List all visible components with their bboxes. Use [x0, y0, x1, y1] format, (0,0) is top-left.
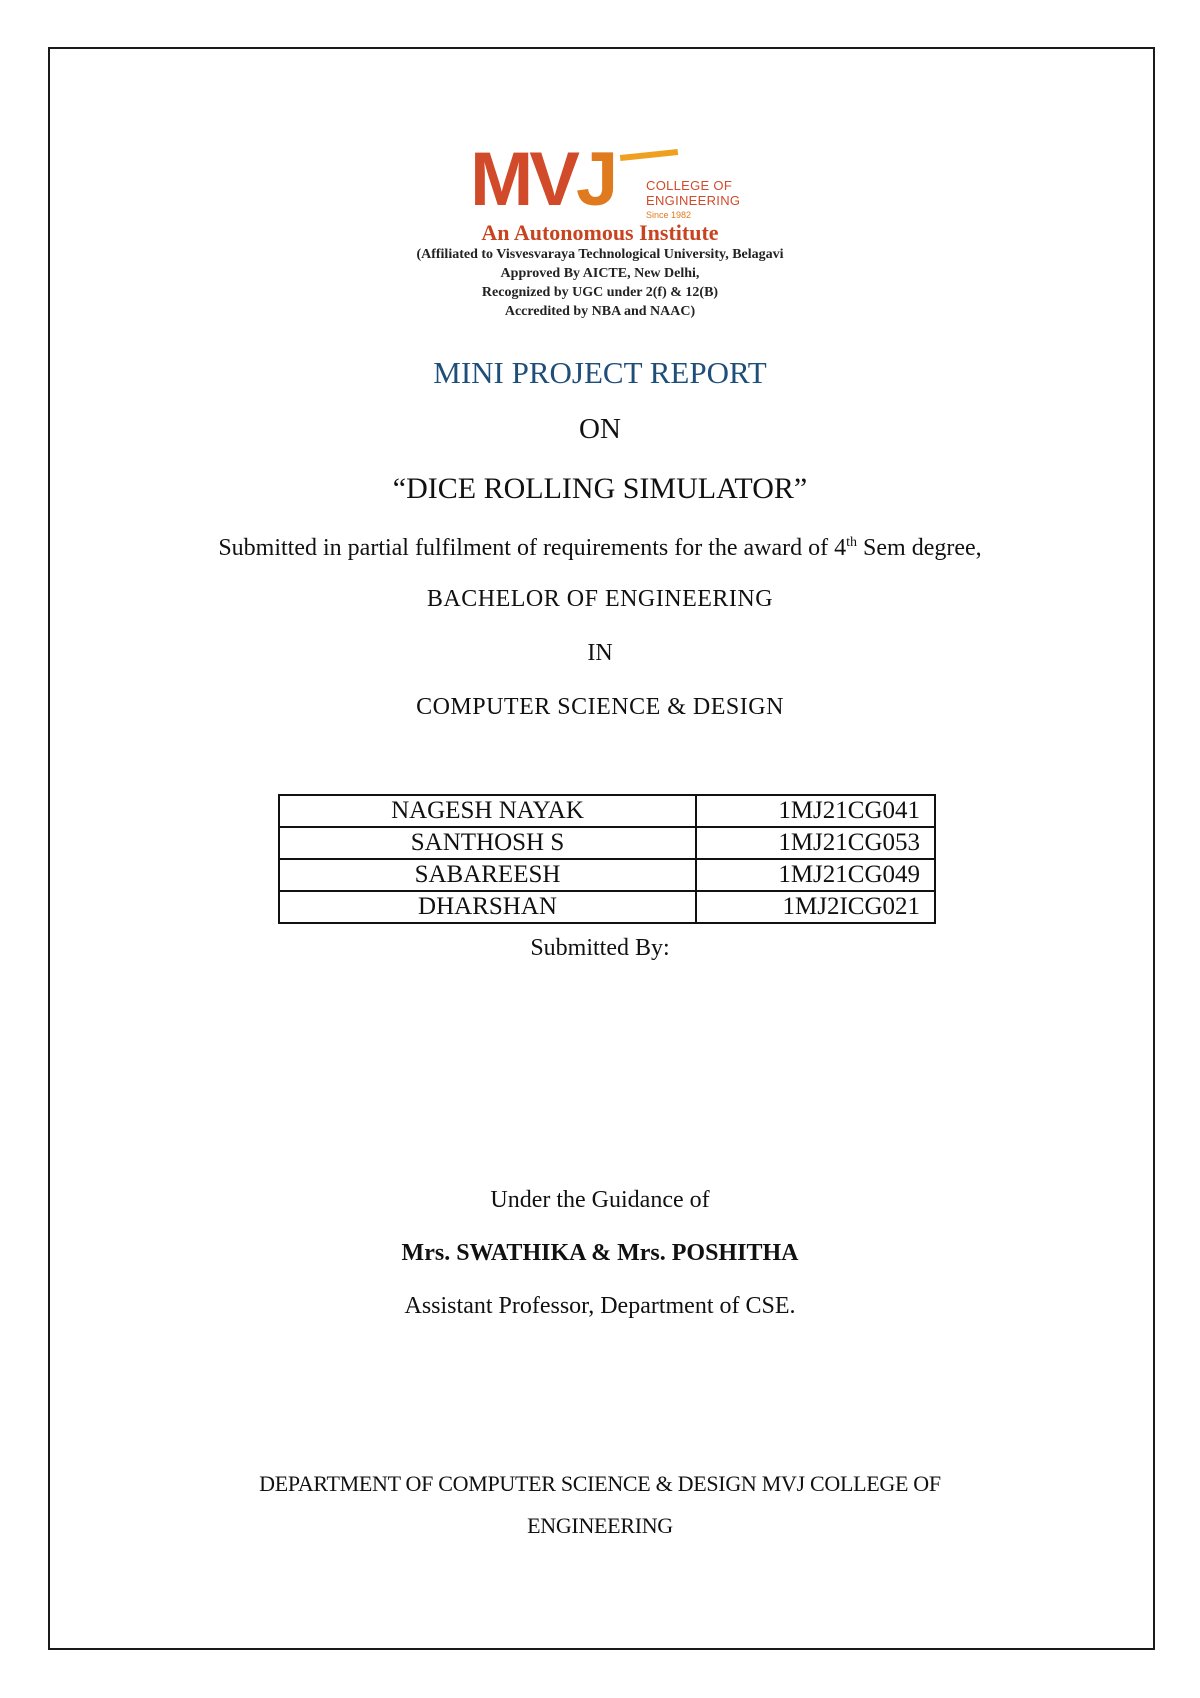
affiliation-line-3: Recognized by UGC under 2(f) & 12(B) — [481, 285, 719, 300]
degree: BACHELOR OF ENGINEERING — [426, 586, 774, 612]
table-row — [279, 827, 935, 859]
student-name: NAGESH NAYAK — [279, 795, 696, 827]
student-usn: 1MJ21CG041 — [696, 795, 935, 827]
report-on: ON — [579, 413, 621, 445]
guide-names: Mrs. SWATHIKA & Mrs. POSHITHA — [401, 1240, 799, 1266]
guide-designation: Assistant Professor, Department of CSE. — [404, 1293, 796, 1319]
guidance-heading: Under the Guidance of — [490, 1187, 710, 1213]
affiliation-line-1: (Affiliated to Visvesvaraya Technological University, Belagavi — [416, 247, 784, 262]
affiliation-line-2: Approved By AICTE, New Delhi, — [500, 266, 700, 281]
submitted-by: Submitted By: — [530, 935, 670, 961]
logo-college-text: COLLEGE OF ENGINEERING — [646, 178, 741, 208]
project-name: “DICE ROLLING SIMULATOR” — [392, 472, 808, 505]
students-table — [278, 794, 936, 924]
logo-since: Since 1982 — [646, 210, 692, 220]
report-title: MINI PROJECT REPORT — [433, 355, 767, 390]
student-usn: 1MJ2ICG021 — [696, 891, 935, 923]
autonomous-tagline: An Autonomous Institute — [481, 220, 719, 245]
logo-mark: MVJ — [470, 137, 615, 222]
submission-statement: Submitted in partial fulfilment of requirements for the award of 4th Sem degree, — [218, 535, 982, 561]
department-footer — [0, 1463, 1200, 1547]
student-usn: 1MJ21CG053 — [696, 827, 935, 859]
table-row — [279, 891, 935, 923]
student-name: SANTHOSH S — [279, 827, 696, 859]
footer-line-2: ENGINEERING — [527, 1513, 673, 1538]
table-row — [279, 795, 935, 827]
branch: COMPUTER SCIENCE & DESIGN — [416, 694, 784, 720]
student-name: DHARSHAN — [279, 891, 696, 923]
affiliation-line-4: Accredited by NBA and NAAC) — [504, 304, 696, 319]
student-name: SABAREESH — [279, 859, 696, 891]
degree-in: IN — [587, 640, 613, 666]
student-usn: 1MJ21CG049 — [696, 859, 935, 891]
table-row — [279, 859, 935, 891]
college-logo — [470, 137, 770, 230]
footer-line-1: DEPARTMENT OF COMPUTER SCIENCE & DESIGN MVJ COLLEGE OF — [259, 1471, 941, 1496]
logo-accent-bar — [620, 149, 678, 161]
